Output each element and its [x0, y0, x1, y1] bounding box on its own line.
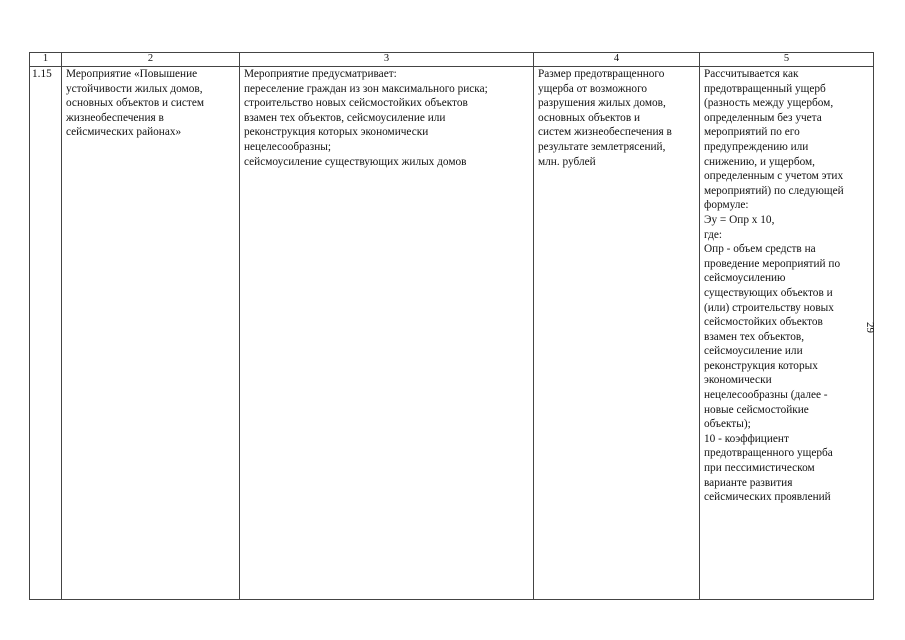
text-line: при пессимистическом — [704, 462, 815, 475]
text-line: предотвращенный ущерб — [704, 82, 826, 95]
text-line: определенным с учетом этих — [704, 170, 844, 183]
text-line: жизнеобеспечения в — [66, 111, 164, 124]
header-col-3: 3 — [240, 53, 534, 67]
text-line: ущерба от возможного — [538, 82, 648, 95]
text-line: новые сейсмостойкие — [704, 403, 809, 416]
text-line: основных объектов и — [538, 111, 641, 124]
indicator-name-text — [538, 67, 695, 169]
text-line: млн. рублей — [538, 155, 596, 168]
header-col-1: 1 — [30, 53, 62, 67]
text-line: сейсмических районах» — [66, 126, 182, 139]
text-line: Мероприятие предусматривает: — [244, 68, 397, 80]
text-line: строительство новых сейсмостойких объектов — [244, 97, 468, 110]
text-line: экономически — [704, 374, 772, 387]
text-line: сейсмоусиление или — [704, 345, 803, 358]
text-line: проведение мероприятий по — [704, 257, 841, 270]
text-line: (разность между ущербом, — [704, 97, 834, 110]
text-line: где: — [704, 228, 722, 241]
text-line: предупреждению или — [704, 140, 809, 153]
text-line: существующих объектов и — [704, 286, 833, 299]
measure-name-cell — [62, 67, 240, 600]
text-line: Размер предотвращенного — [538, 68, 665, 80]
text-line: снижению, и ущербом, — [704, 155, 815, 168]
text-line: мероприятий) по следующей — [704, 184, 844, 197]
header-col-5: 5 — [700, 53, 874, 67]
text-line: реконструкция которых — [704, 359, 818, 372]
text-line: варианте развития — [704, 476, 793, 489]
indicator-name-cell — [534, 67, 700, 600]
table-row — [30, 67, 874, 600]
text-line: сейсмостойких объектов — [704, 316, 823, 329]
header-row — [30, 53, 874, 67]
measure-description-text — [244, 67, 529, 169]
text-line: сейсмоусилению — [704, 272, 786, 285]
measure-description-cell — [240, 67, 534, 600]
text-line: устойчивости жилых домов, — [66, 82, 203, 95]
calculation-method-text — [704, 67, 869, 505]
text-line: Мероприятие «Повышение — [66, 68, 198, 80]
text-line: формуле: — [704, 199, 749, 212]
page-number: 29 — [864, 322, 876, 333]
text-line: основных объектов и систем — [66, 97, 205, 110]
measure-name-text — [66, 67, 235, 140]
text-line: Рассчитывается как — [704, 68, 799, 80]
text-line: (или) строительству новых — [704, 301, 834, 314]
text-line: реконструкция которых экономически — [244, 126, 429, 139]
text-line: систем жизнеобеспечения в — [538, 126, 672, 139]
text-line: взамен тех объектов, сейсмоусиление или — [244, 111, 446, 124]
text-line: 10 - коэффициент — [704, 432, 789, 445]
text-line: Опр - объем средств на — [704, 243, 816, 256]
text-line: Эу = Опр х 10, — [704, 213, 775, 226]
text-line: объекты); — [704, 418, 751, 431]
text-line: взамен тех объектов, — [704, 330, 805, 343]
text-line: определенным без учета — [704, 111, 822, 124]
text-line: разрушения жилых домов, — [538, 97, 666, 110]
indicators-table — [29, 52, 874, 600]
text-line: нецелесообразны; — [244, 140, 332, 153]
text-line: нецелесообразны (далее - — [704, 389, 828, 402]
calculation-method-cell — [700, 67, 874, 600]
row-number: 1.15 — [30, 67, 62, 600]
text-line: переселение граждан из зон максимального риска; — [244, 82, 488, 95]
text-line: предотвращенного ущерба — [704, 447, 833, 460]
header-col-2: 2 — [62, 53, 240, 67]
text-line: сейсмических проявлений — [704, 491, 831, 504]
text-line: результате землетрясений, — [538, 140, 666, 153]
text-line: мероприятий по его — [704, 126, 800, 139]
header-col-4: 4 — [534, 53, 700, 67]
text-line: сейсмоусиление существующих жилых домов — [244, 155, 467, 168]
